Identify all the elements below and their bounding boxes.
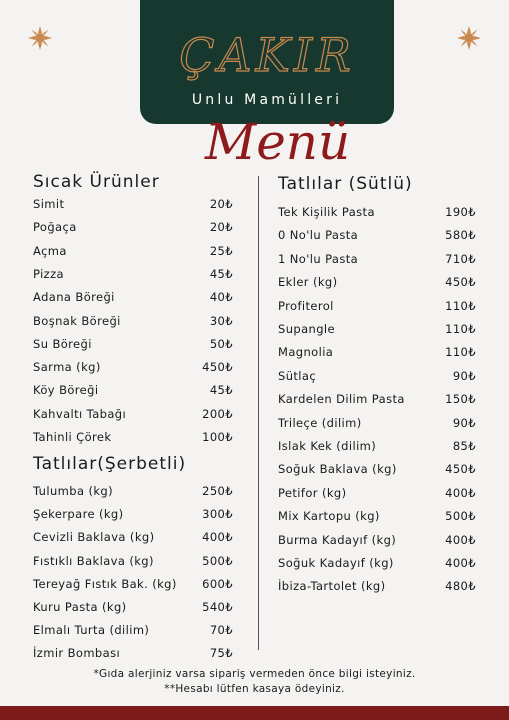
menu-item-row bbox=[33, 314, 233, 334]
menu-item-row bbox=[33, 337, 233, 357]
brand-header bbox=[140, 0, 394, 124]
menu-item-name: 1 No'lu Pasta bbox=[278, 251, 359, 266]
menu-item-name: Sütlaç bbox=[278, 368, 317, 383]
menu-item-name: Boşnak Böreği bbox=[33, 313, 121, 328]
menu-item-price: 110₺ bbox=[445, 345, 476, 360]
menu-item-name: Kardelen Dilim Pasta bbox=[278, 392, 405, 407]
menu-item-price: 40₺ bbox=[209, 290, 233, 305]
menu-item-price: 500₺ bbox=[202, 553, 233, 568]
menu-item-row bbox=[278, 228, 476, 248]
menu-item-price: 85₺ bbox=[452, 439, 476, 453]
menu-item-price: 150₺ bbox=[445, 392, 476, 407]
menu-item-name: Köy Böreği bbox=[33, 383, 99, 398]
menu-item-price: 50₺ bbox=[209, 336, 233, 351]
brand-tagline: Unlu Mamülleri bbox=[191, 92, 343, 108]
menu-item-price: 110₺ bbox=[445, 322, 476, 336]
menu-item-row bbox=[33, 600, 233, 620]
menu-item-row bbox=[33, 290, 233, 310]
menu-item-row bbox=[33, 244, 233, 264]
menu-item-name: Magnolia bbox=[278, 345, 334, 360]
menu-item-row bbox=[33, 646, 233, 666]
menu-item-row bbox=[278, 322, 476, 342]
menu-item-name: Ekler (kg) bbox=[278, 275, 338, 290]
menu-item-price: 450₺ bbox=[445, 462, 476, 477]
section-title-sutlu: Tatlılar (Sütlü) bbox=[278, 174, 413, 194]
menu-item-row bbox=[278, 252, 476, 272]
menu-item-name: Elmalı Turta (dilim) bbox=[33, 623, 150, 638]
menu-item-price: 100₺ bbox=[202, 430, 233, 444]
menu-item-row bbox=[33, 360, 233, 380]
menu-item-name: Adana Böreği bbox=[33, 290, 115, 305]
menu-item-row bbox=[33, 267, 233, 287]
menu-title: Menü bbox=[205, 113, 351, 171]
menu-item-row bbox=[278, 486, 476, 506]
menu-item-row bbox=[278, 299, 476, 319]
menu-item-row bbox=[33, 507, 233, 527]
allergy-note: *Gıda alerjiniz varsa sipariş vermeden önce bilgi isteyiniz. bbox=[93, 668, 416, 680]
menu-item-row bbox=[278, 579, 476, 599]
menu-item-name: 0 No'lu Pasta bbox=[278, 228, 359, 243]
menu-item-row bbox=[33, 484, 233, 504]
menu-item-name: Su Böreği bbox=[33, 336, 92, 351]
menu-item-price: 45₺ bbox=[209, 266, 233, 281]
menu-item-price: 110₺ bbox=[445, 298, 476, 313]
menu-item-name: Kahvaltı Tabağı bbox=[33, 406, 127, 421]
menu-item-name: İzmir Bombası bbox=[33, 646, 121, 661]
menu-item-price: 90₺ bbox=[452, 368, 476, 383]
menu-item-name: Pizza bbox=[33, 266, 64, 281]
menu-item-price: 540₺ bbox=[202, 600, 233, 614]
payment-note: **Hesabı lütfen kasaya ödeyiniz. bbox=[164, 683, 345, 695]
menu-item-row bbox=[278, 416, 476, 436]
menu-item-price: 45₺ bbox=[209, 383, 233, 398]
menu-item-name: Burma Kadayıf (kg) bbox=[278, 532, 397, 547]
menu-item-name: Açma bbox=[33, 243, 67, 258]
menu-item-row bbox=[33, 554, 233, 574]
menu-item-price: 400₺ bbox=[445, 532, 476, 547]
menu-item-name: Soğuk Baklava (kg) bbox=[278, 462, 397, 477]
menu-item-name: Mix Kartopu (kg) bbox=[278, 509, 380, 524]
menu-item-row bbox=[33, 220, 233, 240]
menu-item-name: Fıstıklı Baklava (kg) bbox=[33, 553, 154, 568]
menu-item-price: 710₺ bbox=[445, 251, 476, 266]
section-title-sicak: Sıcak Ürünler bbox=[33, 172, 160, 192]
menu-item-row bbox=[278, 556, 476, 576]
brand-logo: ÇAKIR bbox=[179, 28, 355, 82]
sun-ornament-icon bbox=[28, 26, 52, 50]
menu-item-name: Cevizli Baklava (kg) bbox=[33, 530, 155, 545]
menu-item-price: 480₺ bbox=[445, 579, 476, 594]
menu-item-price: 90₺ bbox=[452, 415, 476, 430]
menu-item-name: Trileçe (dilim) bbox=[278, 415, 362, 430]
column-divider bbox=[258, 176, 259, 650]
section-title-serbetli: Tatlılar(Şerbetli) bbox=[33, 454, 187, 474]
menu-item-row bbox=[278, 369, 476, 389]
menu-item-row bbox=[33, 430, 233, 450]
menu-item-name: Kuru Pasta (kg) bbox=[33, 600, 127, 614]
menu-item-name: Poğaça bbox=[33, 220, 77, 235]
menu-item-row bbox=[278, 533, 476, 553]
menu-item-row bbox=[33, 577, 233, 597]
menu-item-name: Tulumba (kg) bbox=[33, 484, 113, 498]
menu-item-price: 600₺ bbox=[202, 576, 233, 591]
menu-item-name: Tereyağ Fıstık Bak. (kg) bbox=[33, 576, 177, 591]
menu-item-row bbox=[33, 407, 233, 427]
menu-item-name: Soğuk Kadayıf (kg) bbox=[278, 556, 394, 570]
menu-item-row bbox=[33, 197, 233, 217]
menu-item-name: Şekerpare (kg) bbox=[33, 507, 124, 522]
menu-item-price: 400₺ bbox=[445, 556, 476, 570]
menu-item-name: İbiza-Tartolet (kg) bbox=[278, 579, 386, 594]
menu-item-name: Islak Kek (dilim) bbox=[278, 439, 377, 453]
menu-item-price: 580₺ bbox=[445, 228, 476, 243]
menu-item-price: 300₺ bbox=[202, 507, 233, 522]
menu-item-price: 400₺ bbox=[202, 530, 233, 545]
menu-item-price: 20₺ bbox=[209, 197, 233, 211]
menu-item-price: 190₺ bbox=[445, 205, 476, 219]
menu-item-row bbox=[278, 392, 476, 412]
menu-item-row bbox=[33, 530, 233, 550]
menu-item-name: Profiterol bbox=[278, 298, 334, 313]
menu-item-name: Sarma (kg) bbox=[33, 360, 101, 375]
menu-item-price: 450₺ bbox=[202, 360, 233, 375]
menu-item-row bbox=[278, 462, 476, 482]
menu-item-row bbox=[278, 509, 476, 529]
menu-item-row bbox=[278, 275, 476, 295]
menu-item-name: Petifor (kg) bbox=[278, 485, 347, 500]
menu-item-row bbox=[278, 205, 476, 225]
menu-item-price: 75₺ bbox=[209, 646, 233, 661]
sun-ornament-icon bbox=[457, 26, 481, 50]
menu-item-row bbox=[278, 345, 476, 365]
menu-item-price: 450₺ bbox=[445, 275, 476, 290]
menu-item-row bbox=[33, 383, 233, 403]
footer-bar bbox=[0, 706, 509, 720]
menu-item-price: 25₺ bbox=[209, 243, 233, 258]
menu-item-name: Tek Kişilik Pasta bbox=[278, 205, 375, 219]
menu-item-price: 200₺ bbox=[202, 406, 233, 421]
menu-item-row bbox=[33, 623, 233, 643]
menu-item-name: Simit bbox=[33, 197, 65, 211]
menu-item-name: Tahinli Çörek bbox=[33, 430, 112, 444]
menu-item-price: 250₺ bbox=[202, 484, 233, 498]
menu-item-price: 20₺ bbox=[209, 220, 233, 235]
menu-item-price: 70₺ bbox=[209, 623, 233, 638]
menu-item-price: 500₺ bbox=[445, 509, 476, 524]
menu-item-row bbox=[278, 439, 476, 459]
menu-item-price: 400₺ bbox=[445, 485, 476, 500]
menu-item-price: 30₺ bbox=[209, 313, 233, 328]
menu-item-name: Supangle bbox=[278, 322, 335, 336]
